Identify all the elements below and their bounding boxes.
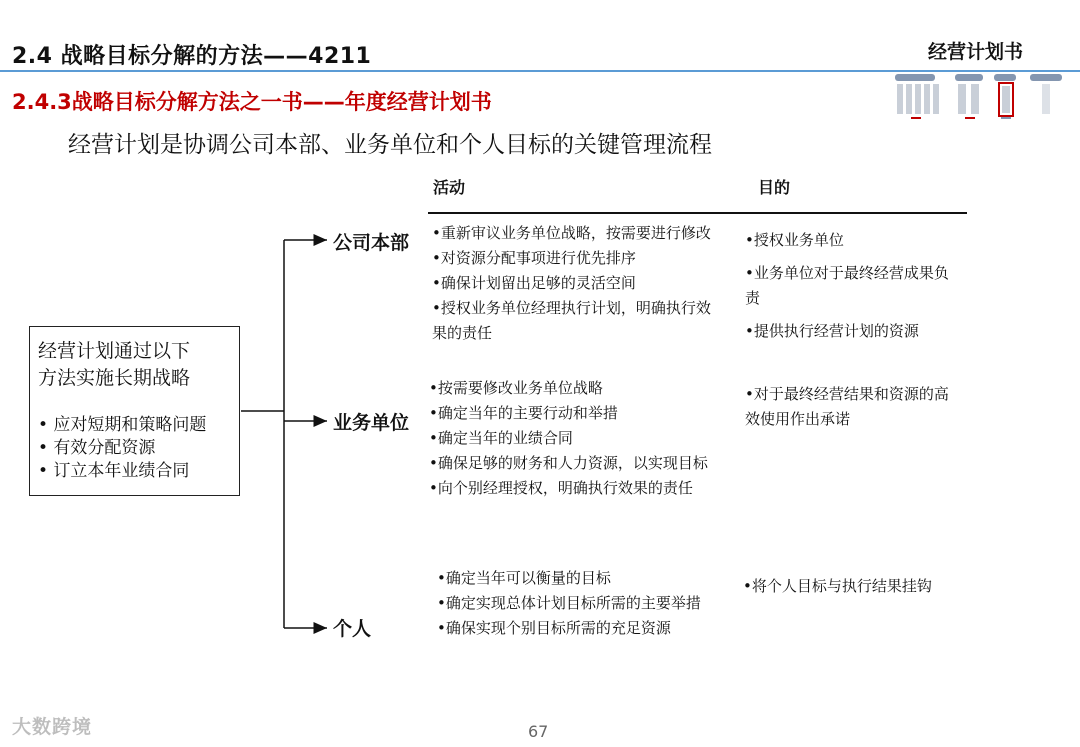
list-item: • 有效分配资源 — [38, 438, 156, 458]
purpose-item: •授权业务单位 — [745, 231, 844, 249]
section-tag: 经营计划书 — [928, 41, 1024, 63]
activity-item: •向个别经理授权，明确执行效果的责任 — [429, 479, 693, 497]
page-title: 2.4 战略目标分解的方法——4211 — [12, 44, 372, 69]
activity-item: •确保足够的财务和人力资源，以实现目标 — [429, 454, 708, 472]
activity-item: •确定当年的业绩合同 — [429, 429, 573, 447]
purpose-item: •提供执行经营计划的资源 — [745, 322, 919, 340]
unit-label-individual: 个人 — [333, 618, 372, 640]
watermark-logo: 大数跨境 — [12, 716, 93, 738]
activity-item: •确定实现总体计划目标所需的主要举措 — [437, 594, 701, 612]
activity-item: •按需要修改业务单位战略 — [429, 379, 603, 397]
business-unit-purposes — [745, 382, 950, 432]
purpose-item: •将个人目标与执行结果挂钩 — [743, 577, 932, 595]
activity-item: •确定当年的主要行动和举措 — [429, 404, 618, 422]
purpose-item: •对于最终经营结果和资源的高效使用作出承诺 — [745, 385, 949, 428]
strategy-method-heading-line: 方法实施长期战略 — [38, 367, 191, 389]
list-item: • 订立本年业绩合同 — [38, 461, 190, 481]
headquarters-activities — [432, 221, 722, 346]
headquarters-purposes — [745, 228, 955, 344]
business-unit-activities — [429, 376, 714, 501]
column-header-purpose: 目的 — [758, 178, 791, 197]
activity-item: •确定当年可以衡量的目标 — [437, 569, 611, 587]
page-number: 67 — [528, 722, 549, 741]
individual-purposes — [743, 574, 948, 599]
lead-statement: 经营计划是协调公司本部、业务单位和个人目标的关键管理流程 — [68, 132, 712, 158]
column-header-activity: 活动 — [433, 178, 466, 197]
list-item: • 应对短期和策略问题 — [38, 415, 207, 435]
section-subtitle: 2.4.3战略目标分解方法之一书——年度经营计划书 — [12, 90, 492, 114]
strategy-method-heading-line: 经营计划通过以下 — [38, 340, 191, 362]
unit-label-business-unit: 业务单位 — [333, 412, 410, 434]
activity-item: •确保实现个别目标所需的充足资源 — [437, 619, 671, 637]
individual-activities — [437, 566, 717, 641]
activity-item: •确保计划留出足够的灵活空间 — [432, 274, 636, 292]
unit-label-headquarters: 公司本部 — [333, 232, 410, 254]
purpose-item: •业务单位对于最终经营成果负责 — [745, 264, 949, 307]
activity-item: •重新审议业务单位战略，按需要进行修改 — [432, 224, 711, 242]
activity-item: •授权业务单位经理执行计划，明确执行效果的责任 — [432, 299, 711, 342]
activity-item: •对资源分配事项进行优先排序 — [432, 249, 636, 267]
